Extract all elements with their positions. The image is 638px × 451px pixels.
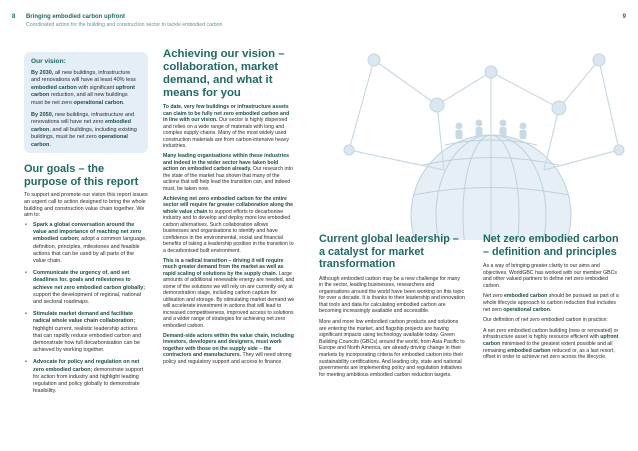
vision-2050: By 2050, new buildings, infrastructure and renovations will have net zero embodied carbon, and all buildings, including existing buildings, must be net zero operational carbon. xyxy=(31,112,137,148)
header-subtitle: Coordinated action for the building and construction sector to tackle embodied carbon xyxy=(26,22,223,28)
globe-illustration xyxy=(411,135,571,240)
list-item: • Stimulate market demand and facilitate radical whole value chain collaboration; highlight current, realistic leadership actions that can rapidly reduce embodied carbon and demonstrate how full decarbonisation can be achieved by working together. xyxy=(25,311,142,354)
paragraph: Net zero embodied carbon should be pursued as part of a whole lifecycle approach to carbon reduction that includes net zero operational carbon. xyxy=(483,293,619,313)
goals-title: Our goals – the purpose of this report xyxy=(24,163,139,188)
list-item: • Spark a global conversation around the value and importance of reaching net zero embodied carbon; adopt a common language, definition, principles, milestones and feasible actions that can be used by all parts of the value chain. xyxy=(25,222,147,265)
paragraph: As a way of bringing greater clarity to our aims and objectives, WorldGBC has worked with our member GBCs and other valued partners to define net zero embodied carbon. xyxy=(483,263,617,289)
vision-title: Our vision: xyxy=(31,58,66,65)
page-number: 8 xyxy=(12,14,16,20)
definition-section xyxy=(483,233,623,365)
vision-2030: By 2030, all new buildings, infrastructure and renovations will have at least 40% less embodied carbon with significant upfront carbon reduction, and all new buildings must be net zero operational carbon. xyxy=(31,70,136,106)
paragraph: Our definition of net zero embodied carbon in practice: xyxy=(483,317,608,324)
vision-box xyxy=(24,52,148,153)
achieving-title: Achieving our vision – collaboration, market demand, and what it means for you xyxy=(163,48,285,99)
leadership-section xyxy=(319,233,465,382)
goals-intro: To support and promote our vision this report issues an urgent call to action designed to bring the whole building and construction value chain together. We aim to: xyxy=(24,192,148,219)
globe-network-illustration xyxy=(319,0,638,240)
paragraph: A net zero embodied carbon building (new or renovated) or infrastructure asset is highly resource efficient with upfront carbon minimised to the greatest extent possible and all remaining embodied carbon reduced or, as a last resort, offset in order to achieve net zero across the lifecycle. xyxy=(483,327,619,361)
header-title: Bringing embodied carbon upfront xyxy=(26,14,125,20)
page-number: 9 xyxy=(622,14,626,20)
paragraph: To date, very few buildings or infrastructure assets can claim to be fully net zero embodied carbon and in line with our vision. Our sector is highly dispersed and relies on a wide range of materials with long and complex supply chains. Many of the most widely used construction materials are from carbon-intensive heavy industries. xyxy=(163,104,290,149)
paragraph: Achieving net zero embodied carbon for the entire sector will require far greater collaboration along the whole value chain to support efforts to decarbonise industry and to develop and deploy more low embodied carbon alternatives. Such collaboration allows businesses and organisations to identify and have confidence in the environmental, social and financial benefits of taking a leadership position in the transition to a decarbonised built environment. xyxy=(163,195,294,254)
paragraph: More and more low embodied carbon products and solutions are entering the market, and flagship projects are having significant impacts using technology available today. Green Building Councils (GBCs) around the world, from Asia Pacific to Europe and North America, are already driving change in their markets by incorporating criteria for embodied carbon into their sustainability certifications. And leading city, state and national governments are implementing policy and regulation initiatives for meeting ambitious embodied carbon reduction targets. xyxy=(319,319,465,378)
list-item: • Advocate for policy and regulation on net zero embodied carbon; demonstrate support for action from industry and highlight leading regulation and policy globally to demonstrate feasibility. xyxy=(25,359,144,395)
definition-title: Net zero embodied carbon – definition and principles xyxy=(483,233,619,258)
goals-list xyxy=(24,222,148,400)
list-item: • Communicate the urgency of, and set deadlines for, goals and milestones to achieve net zero embodied carbon globally; support the development of regional, national and sectoral roadmaps. xyxy=(25,270,146,306)
paragraph: Many leading organisations within these industries and indeed in the wider sector have taken bold action on embodied carbon already. Our research into the state of the market has shown that many of the actions that will help lead the transition can, and indeed must, be taken now. xyxy=(163,153,293,192)
paragraph: This is a radical transition – driving it will require much greater demand from the market as well as rapid scaling of solutions by the supply chain. Large amounts of additional renewable energy are needed, and some of the solutions we will rely on are currently only at demonstration stage, including carbon capture for utilisation and storage. By stimulating market demand we will accelerate investment in actions that will lead to increased competitiveness, improved access to solutions and a wider range of strategies for achieving net zero embodied carbon. xyxy=(163,257,295,329)
paragraph: Demand-side actors within the value chain, including investors, developers and designers, must work together with those on the supply side – the contractors and manufacturers. They will need strong policy and regulatory support and access to finance. xyxy=(163,332,294,365)
achieving-section xyxy=(163,48,295,369)
paragraph: Although embodied carbon may be a new challenge for many in the sector, leading businesses, researchers and organisations around the world have been working on this topic for over a decade. It is thanks to their leadership and innovation that tools and data for calculating embodied carbon are becoming increasingly available and accessible. xyxy=(319,275,465,315)
leadership-title: Current global leadership – a catalyst for market transformation xyxy=(319,233,459,270)
right-page xyxy=(319,0,638,451)
